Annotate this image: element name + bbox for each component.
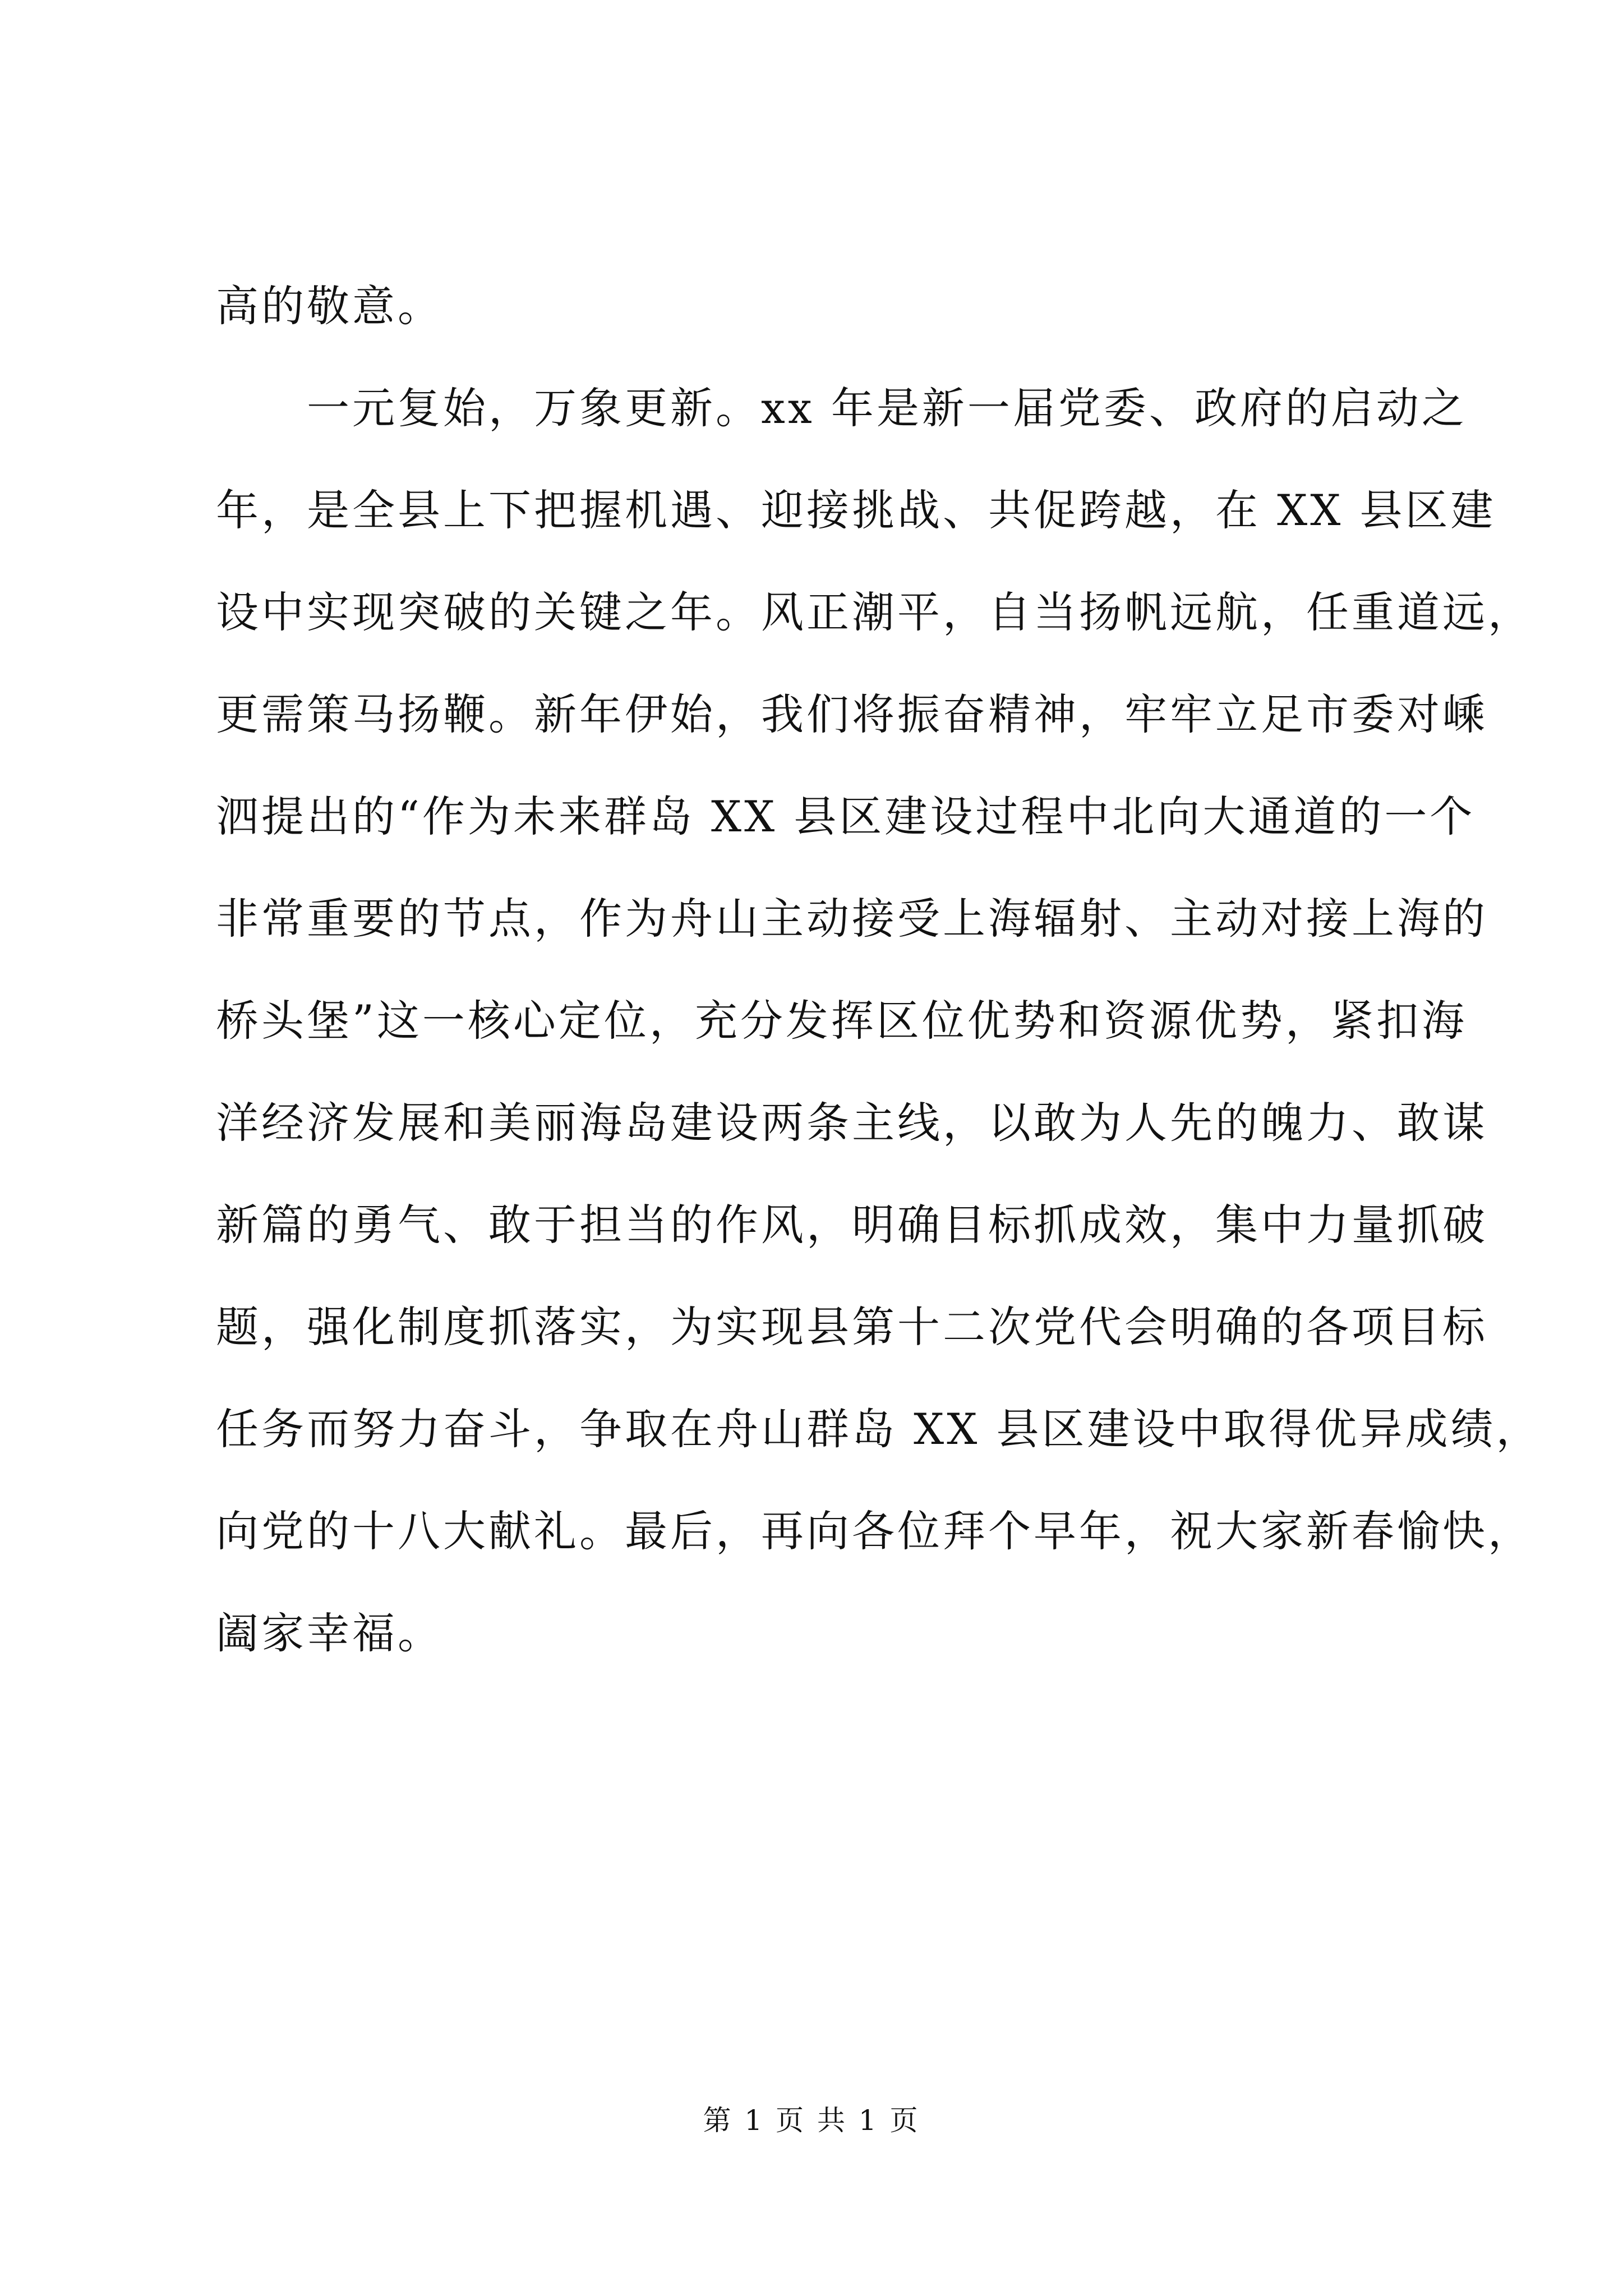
text-line: 洋经济发展和美丽海岛建设两条主线，以敢为人先的魄力、敢谋	[216, 1098, 1488, 1148]
text-line: 向党的十八大献礼。最后，再向各位拜个早年，祝大家新春愉快，	[216, 1506, 1533, 1556]
text-line: 设中实现突破的关键之年。风正潮平，自当扬帆远航，任重道远，	[216, 587, 1533, 637]
text-line: 阖家幸福。	[216, 1608, 443, 1658]
text-line: 高的敬意。	[216, 281, 443, 331]
text-line: 任务而努力奋斗，争取在舟山群岛 XX 县区建设中取得优异成绩，	[216, 1404, 1542, 1454]
text-line: 新篇的勇气、敢于担当的作风，明确目标抓成效，集中力量抓破	[216, 1200, 1488, 1250]
document-body	[216, 255, 1542, 1685]
text-line: 题，强化制度抓落实，为实现县第十二次党代会明确的各项目标	[216, 1302, 1488, 1352]
text-line: 泗提出的“作为未来群岛 XX 县区建设过程中北向大通道的一个	[216, 792, 1476, 841]
text-line: 年，是全县上下把握机遇、迎接挑战、共促跨越，在 XX 县区建	[216, 485, 1496, 535]
text-line: 更需策马扬鞭。新年伊始，我们将振奋精神，牢牢立足市委对嵊	[216, 689, 1488, 739]
page-number-footer: 第 1 页 共 1 页	[703, 2104, 920, 2137]
text-line: 桥头堡”这一核心定位，充分发挥区位优势和资源优势，紧扣海	[216, 996, 1467, 1046]
text-line: 非常重要的节点，作为舟山主动接受上海辐射、主动对接上海的	[216, 894, 1488, 944]
text-line: 一元复始，万象更新。xx 年是新一届党委、政府的启动之	[216, 383, 1467, 433]
